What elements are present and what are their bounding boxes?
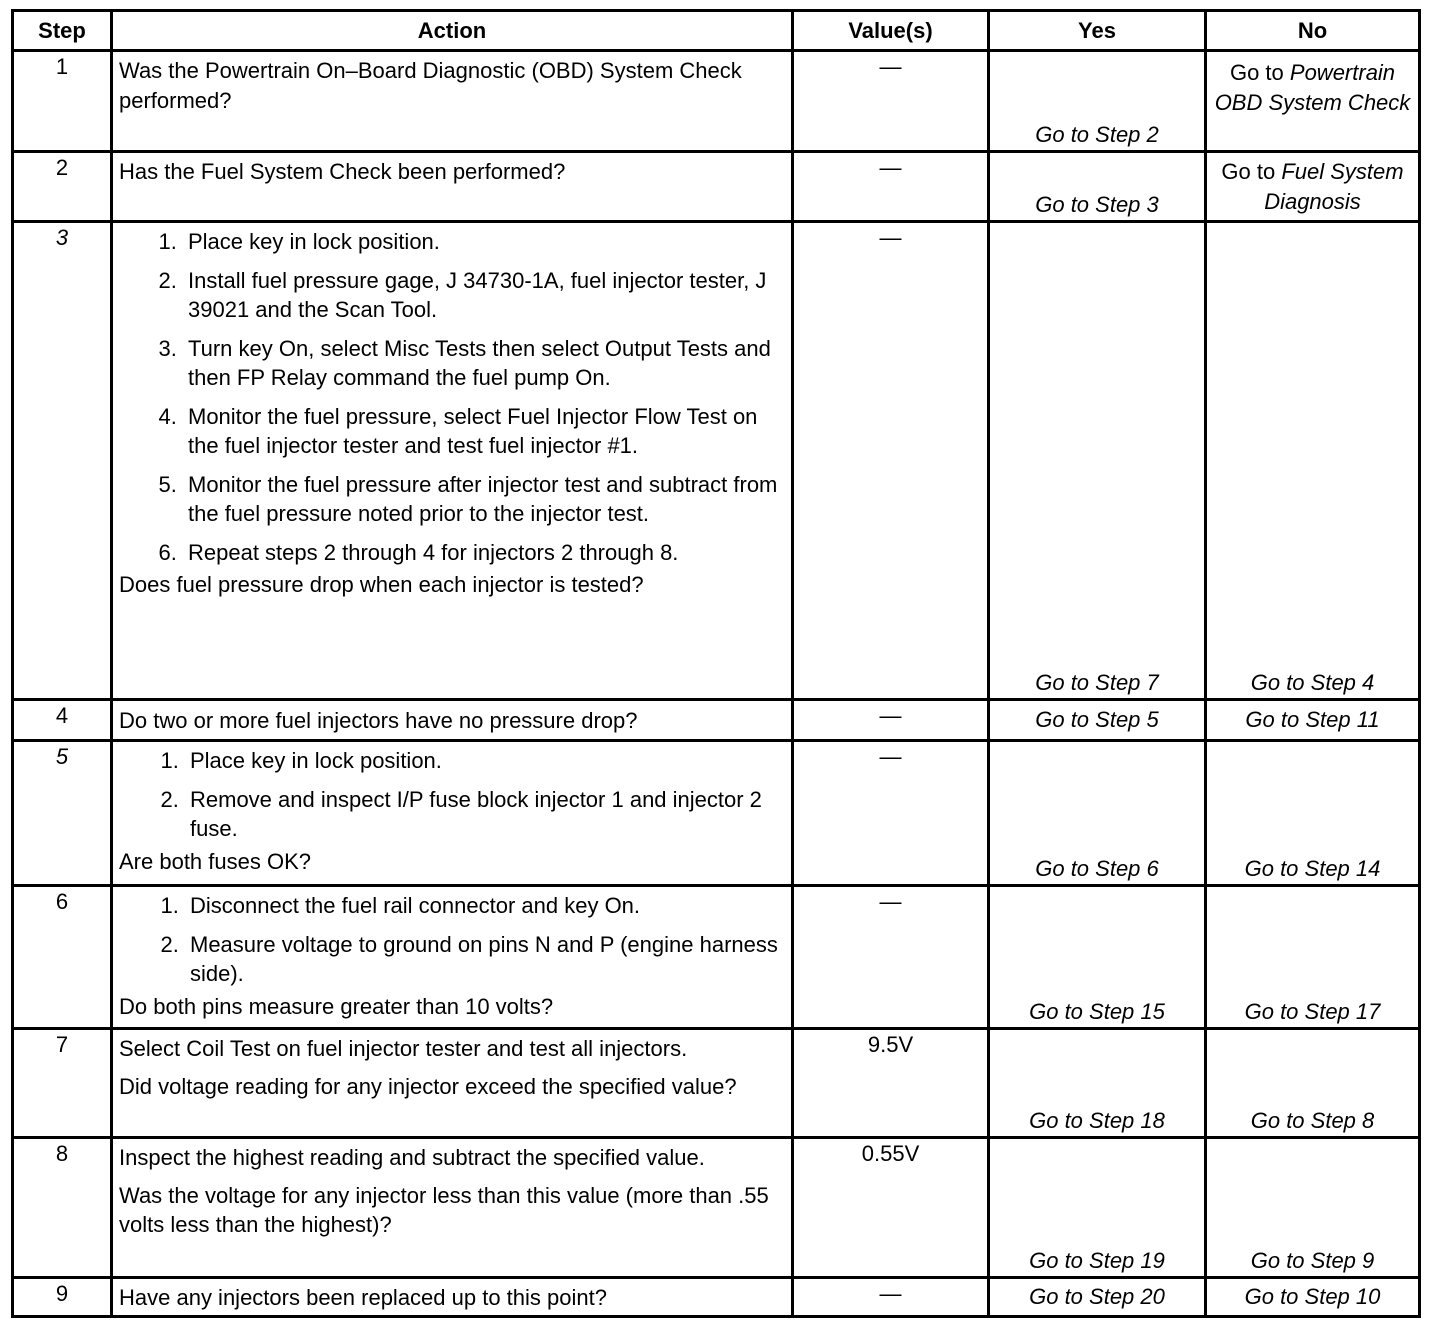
action-steps bbox=[119, 746, 785, 844]
step-number: 1 bbox=[13, 51, 112, 152]
yes-link[interactable]: Go to Step 19 bbox=[1029, 1247, 1165, 1273]
header-yes: Yes bbox=[989, 11, 1206, 51]
action-question: Was the Powertrain On–Board Diagnostic (OBD) System Check performed? bbox=[119, 58, 742, 113]
action-cell bbox=[112, 741, 793, 886]
action-question: Was the voltage for any injector less than this value (more than .55 volts less than the highest)? bbox=[119, 1182, 769, 1237]
action-cell bbox=[112, 1138, 793, 1278]
action-cell bbox=[112, 1278, 793, 1317]
yes-cell bbox=[989, 1138, 1206, 1278]
table-row bbox=[13, 51, 1420, 152]
action-question: Does fuel pressure drop when each injector is tested? bbox=[119, 572, 644, 597]
step-number: 7 bbox=[13, 1029, 112, 1138]
yes-cell bbox=[989, 51, 1206, 152]
header-action: Action bbox=[112, 11, 793, 51]
action-question: Do two or more fuel injectors have no pressure drop? bbox=[119, 708, 638, 734]
action-question: Are both fuses OK? bbox=[119, 848, 311, 874]
value-cell: — bbox=[793, 152, 989, 222]
step-number: 9 bbox=[13, 1278, 112, 1317]
yes-link[interactable]: Go to Step 5 bbox=[1035, 707, 1159, 733]
yes-cell bbox=[989, 741, 1206, 886]
table-row bbox=[13, 741, 1420, 886]
action-cell bbox=[112, 886, 793, 1029]
value-cell: 0.55V bbox=[793, 1138, 989, 1278]
header-step: Step bbox=[13, 11, 112, 51]
table-row bbox=[13, 222, 1420, 700]
yes-cell bbox=[989, 222, 1206, 700]
action-step-item: 4. Monitor the fuel pressure, select Fuel Injector Flow Test on the fuel injector tester and test fuel injector #1. bbox=[183, 402, 785, 461]
no-cell bbox=[1206, 1029, 1420, 1138]
value-cell: — bbox=[793, 886, 989, 1029]
value-cell: — bbox=[793, 222, 989, 700]
value-cell: — bbox=[793, 1278, 989, 1317]
yes-link[interactable]: Go to Step 6 bbox=[1035, 855, 1159, 881]
no-cell bbox=[1206, 741, 1420, 886]
action-question: Did voltage reading for any injector exceed the specified value? bbox=[119, 1073, 737, 1099]
yes-link[interactable]: Go to Step 20 bbox=[1029, 1284, 1165, 1309]
yes-cell bbox=[989, 1278, 1206, 1317]
value-cell: — bbox=[793, 51, 989, 152]
no-link[interactable]: Go to Powertrain OBD System Check bbox=[1214, 60, 1411, 115]
no-link[interactable]: Go to Step 14 bbox=[1244, 855, 1381, 881]
no-link[interactable]: Go to Step 10 bbox=[1244, 1284, 1381, 1309]
no-cell bbox=[1206, 886, 1420, 1029]
no-cell bbox=[1206, 700, 1420, 741]
no-cell bbox=[1206, 152, 1420, 222]
no-cell bbox=[1206, 1138, 1420, 1278]
value-cell: — bbox=[793, 700, 989, 741]
no-cell bbox=[1206, 51, 1420, 152]
step-number: 4 bbox=[13, 700, 112, 741]
step-number: 6 bbox=[13, 886, 112, 1029]
action-step-item: 2. Install fuel pressure gage, J 34730-1A, fuel injector tester, J 39021 and the Scan Tool. bbox=[183, 266, 785, 325]
action-step-item: 2. Measure voltage to ground on pins N and P (engine harness side). bbox=[185, 930, 785, 989]
header-row bbox=[13, 11, 1420, 51]
value-cell: 9.5V bbox=[793, 1029, 989, 1138]
action-cell bbox=[112, 700, 793, 741]
action-intro: Select Coil Test on fuel injector tester and test all injectors. bbox=[119, 1036, 688, 1061]
no-cell bbox=[1206, 1278, 1420, 1317]
action-question: Do both pins measure greater than 10 volts? bbox=[119, 993, 554, 1019]
step-number: 3 bbox=[13, 222, 112, 700]
step-number: 2 bbox=[13, 152, 112, 222]
table-row bbox=[13, 1138, 1420, 1278]
no-link[interactable]: Go to Step 9 bbox=[1250, 1247, 1375, 1273]
action-step-item: 5. Monitor the fuel pressure after injector test and subtract from the fuel pressure noted prior to the injector test. bbox=[183, 470, 785, 529]
no-link[interactable]: Go to Step 8 bbox=[1250, 1107, 1375, 1133]
table-row bbox=[13, 152, 1420, 222]
value-cell: — bbox=[793, 741, 989, 886]
yes-link[interactable]: Go to Step 15 bbox=[1029, 998, 1165, 1024]
action-step-item: 6. Repeat steps 2 through 4 for injectors 2 through 8. bbox=[183, 538, 785, 568]
yes-cell bbox=[989, 152, 1206, 222]
header-no: No bbox=[1206, 11, 1420, 51]
table-row bbox=[13, 886, 1420, 1029]
yes-cell bbox=[989, 886, 1206, 1029]
yes-cell bbox=[989, 1029, 1206, 1138]
action-cell bbox=[112, 152, 793, 222]
action-steps bbox=[119, 891, 785, 989]
action-question: Has the Fuel System Check been performed? bbox=[119, 159, 566, 184]
action-step-item: 3. Turn key On, select Misc Tests then select Output Tests and then FP Relay command the fuel pump On. bbox=[183, 334, 785, 393]
action-cell bbox=[112, 222, 793, 700]
yes-link[interactable]: Go to Step 7 bbox=[1035, 669, 1159, 695]
no-cell bbox=[1206, 222, 1420, 700]
table-row bbox=[13, 700, 1420, 741]
action-question: Have any injectors been replaced up to this point? bbox=[119, 1285, 607, 1310]
no-link[interactable]: Go to Step 17 bbox=[1244, 998, 1381, 1024]
action-steps bbox=[119, 227, 785, 567]
action-intro: Inspect the highest reading and subtract the specified value. bbox=[119, 1145, 705, 1170]
table-row bbox=[13, 1278, 1420, 1317]
no-link[interactable]: Go to Fuel System Diagnosis bbox=[1221, 159, 1404, 214]
yes-link[interactable]: Go to Step 18 bbox=[1029, 1107, 1165, 1133]
action-step-item: 1. Place key in lock position. bbox=[183, 227, 785, 257]
yes-cell bbox=[989, 700, 1206, 741]
header-values: Value(s) bbox=[793, 11, 989, 51]
action-step-item: 1. Place key in lock position. bbox=[185, 746, 785, 776]
yes-link[interactable]: Go to Step 2 bbox=[1035, 121, 1159, 147]
diagnostic-table bbox=[11, 9, 1421, 1318]
action-step-item: 1. Disconnect the fuel rail connector and key On. bbox=[185, 891, 785, 921]
no-link[interactable]: Go to Step 4 bbox=[1250, 669, 1375, 695]
table-row bbox=[13, 1029, 1420, 1138]
step-number: 5 bbox=[13, 741, 112, 886]
yes-link[interactable]: Go to Step 3 bbox=[1035, 191, 1159, 217]
action-cell bbox=[112, 51, 793, 152]
no-link[interactable]: Go to Step 11 bbox=[1245, 707, 1380, 733]
action-cell bbox=[112, 1029, 793, 1138]
step-number: 8 bbox=[13, 1138, 112, 1278]
action-step-item: 2. Remove and inspect I/P fuse block injector 1 and injector 2 fuse. bbox=[185, 785, 785, 844]
